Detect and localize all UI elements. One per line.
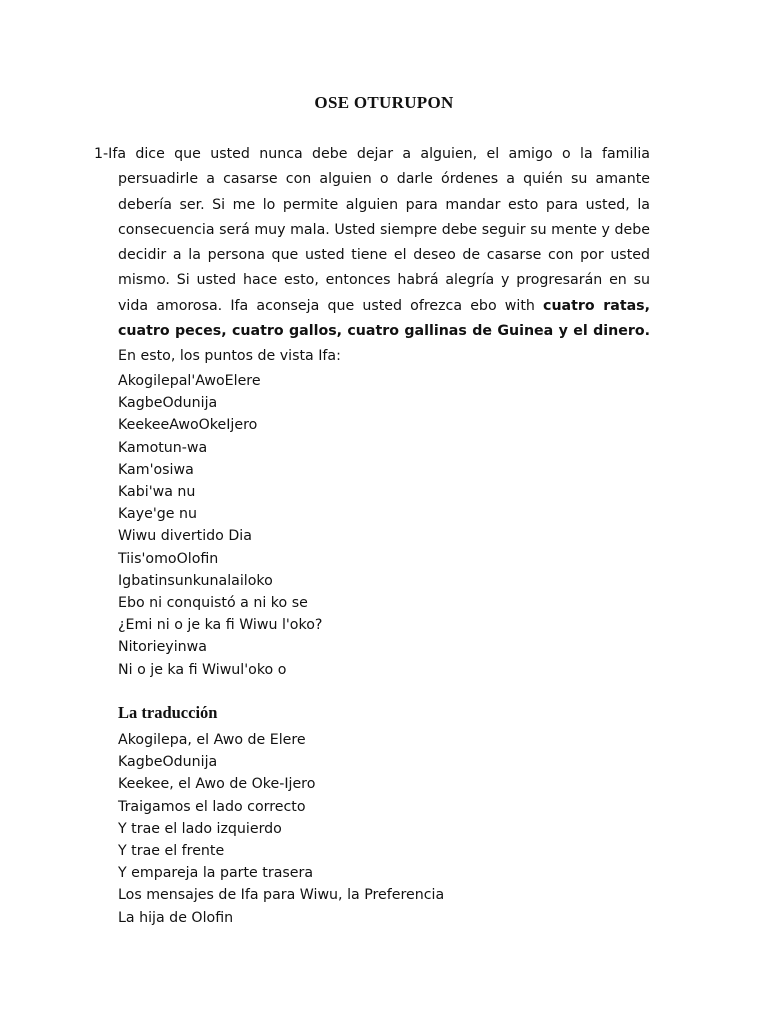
- verse-line: Ebo ni conquistó a ni ko se: [118, 595, 308, 612]
- translation-line: Y empareja la parte trasera: [118, 865, 314, 882]
- translation-line: Y trae el frente: [118, 843, 225, 860]
- translation-list: [118, 729, 444, 929]
- verse-line: Kaye'ge nu: [118, 506, 198, 523]
- verse-list: [118, 370, 322, 681]
- verse-line: KeekeeAwoOkeIjero: [118, 417, 258, 434]
- verse-line: ¿Emi ni o je ka fi Wiwu l'oko?: [118, 617, 323, 634]
- verse-line: Nitorieyinwa: [118, 639, 207, 656]
- translation-line: Keekee, el Awo de Oke-Ijero: [118, 776, 316, 793]
- translation-heading: La traducción: [118, 703, 218, 722]
- body-paragraph: [94, 142, 650, 370]
- verse-line: Kam'osiwa: [118, 461, 194, 478]
- verse-line: KagbeOdunija: [118, 395, 218, 412]
- translation-line: Akogilepa, el Awo de Elere: [118, 732, 306, 748]
- verse-line: Igbatinsunkunalailoko: [118, 572, 273, 589]
- document-title: OSE OTURUPON: [314, 93, 454, 112]
- verse-line: Kamotun-wa: [118, 439, 208, 456]
- verse-line: Tiis'omoOlofin: [118, 550, 219, 567]
- verse-line: Ni o je ka fi Wiwul'oko o: [118, 661, 287, 678]
- paragraph-offering: cuatro ratas, cuatro peces, cuatro gallos, cuatro gallinas de Guinea y el dinero.: [118, 297, 651, 340]
- paragraph-outro: En esto, los puntos de vista Ifa:: [118, 348, 341, 365]
- translation-line: Los mensajes de Ifa para Wiwu, la Preferencia: [118, 887, 445, 904]
- verse-line: Akogilepal'AwoElere: [118, 373, 261, 389]
- paragraph-intro: 1-Ifa dice que usted nunca debe dejar a alguien, el amigo o la familia persuadirle a casarse con alguien o darle órdenes a quién su amante debería ser. Si me lo permite alguien para mandar esto para usted, la consecuencia será muy mala. Usted siempre debe seguir su mente y debe decidir a la persona que usted tiene el deseo de casarse con por usted mismo. Si usted hace esto, entonces habrá alegría y progresarán en su vida amorosa. Ifa aconseja que usted ofrezca ebo with: [94, 146, 650, 314]
- verse-line: Wiwu divertido Dia: [118, 528, 252, 545]
- translation-line: Traigamos el lado correcto: [118, 798, 306, 815]
- translation-line: Y trae el lado izquierdo: [118, 820, 282, 837]
- translation-line: La hija de Olofin: [118, 909, 234, 926]
- verse-line: Kabi'wa nu: [118, 484, 196, 501]
- translation-line: KagbeOdunija: [118, 754, 218, 771]
